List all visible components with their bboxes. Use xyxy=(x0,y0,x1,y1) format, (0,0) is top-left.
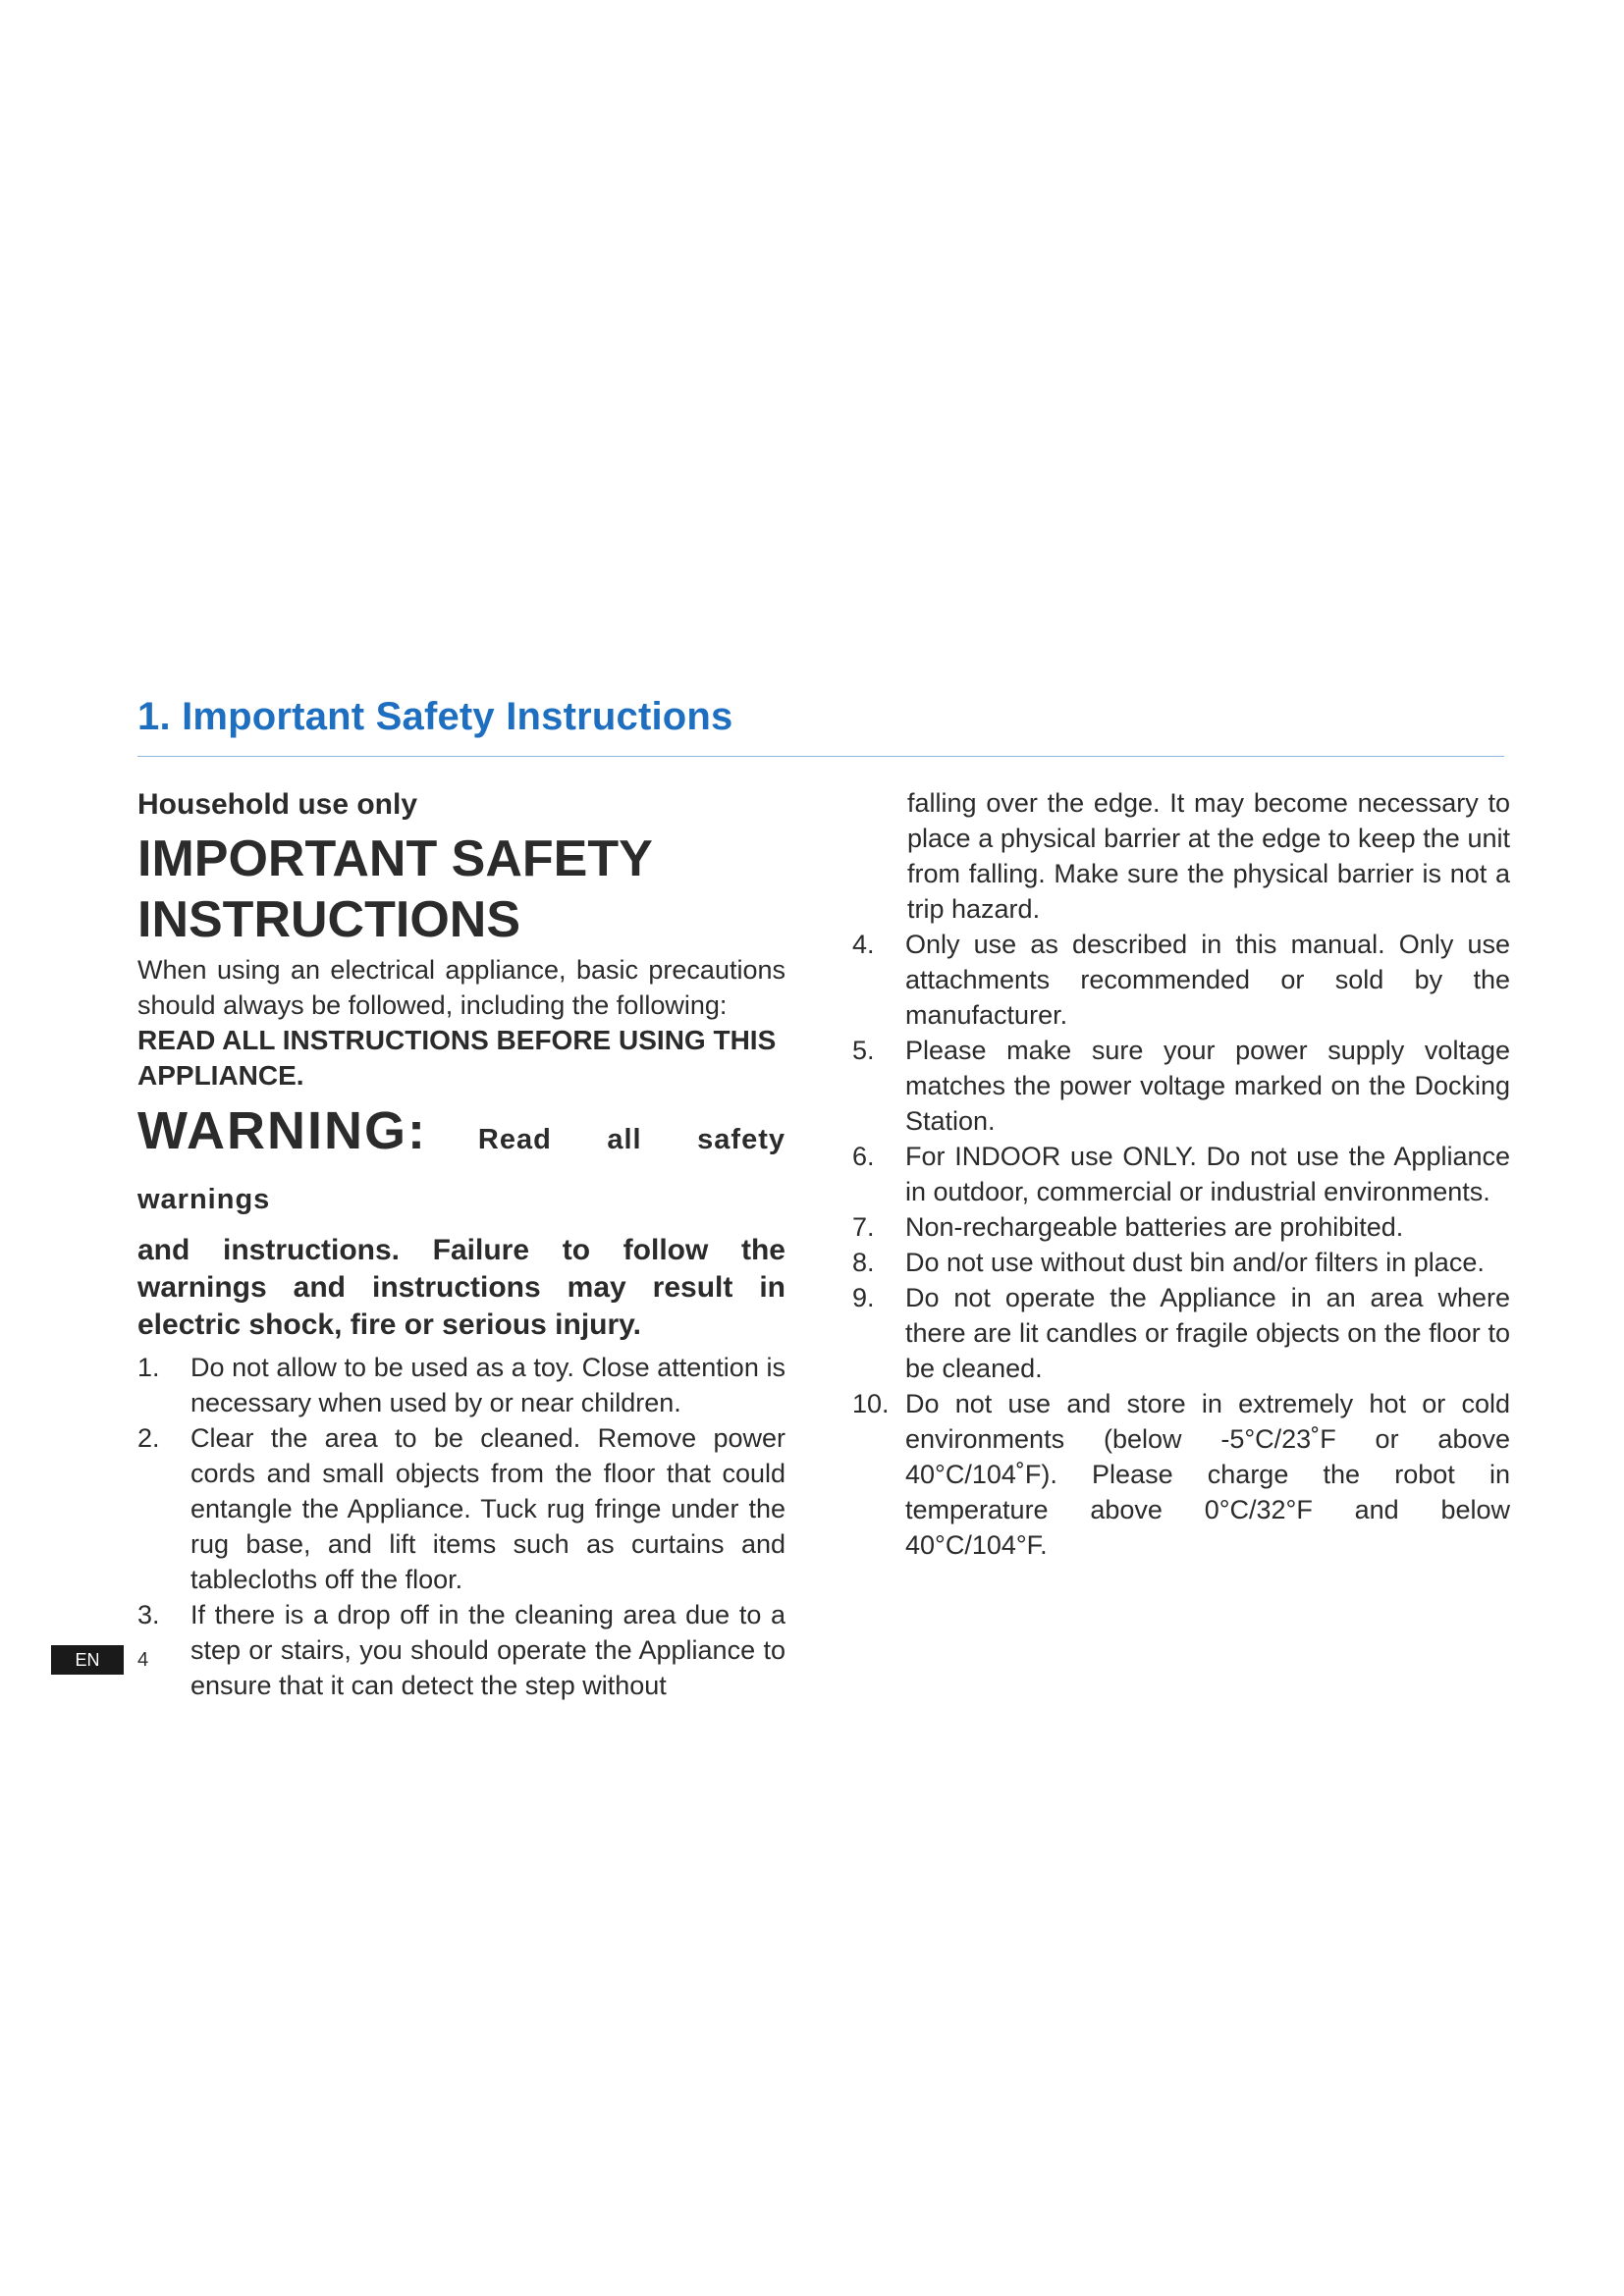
left-column xyxy=(137,785,785,1703)
list-item-number: 7. xyxy=(852,1212,875,1242)
list-item xyxy=(852,1280,1510,1386)
list-item-text: Do not use and store in extremely hot or cold environments (below -5°C/23˚F or above 40°C/104˚F). Please charge the robot in temperature above 0°C/32°F and below 40°C/104°F. xyxy=(905,1389,1510,1560)
list-item xyxy=(852,927,1510,1033)
title-line-1: IMPORTANT SAFETY xyxy=(137,830,653,887)
list-item xyxy=(852,1386,1510,1563)
list-item-text: Do not use without dust bin and/or filters in place. xyxy=(905,1248,1485,1277)
list-item-number: 10. xyxy=(852,1389,890,1418)
list-item-text: Do not operate the Appliance in an area where there are lit candles or fragile objects on the floor to be cleaned. xyxy=(905,1283,1510,1383)
list-item-number: 8. xyxy=(852,1248,875,1277)
list-item-number: 3. xyxy=(137,1600,160,1629)
list-item-text: Do not allow to be used as a toy. Close attention is necessary when used by or near children. xyxy=(190,1353,785,1417)
warning-body: and instructions. Failure to follow the warnings and instructions may result in electric shock, fire or serious injury. xyxy=(137,1234,785,1341)
list-item-number: 5. xyxy=(852,1036,875,1065)
household-use-subheading: Household use only xyxy=(137,788,418,821)
list-item xyxy=(852,1245,1510,1280)
list-item xyxy=(852,1033,1510,1139)
list-item-number: 9. xyxy=(852,1283,875,1312)
safety-list-right xyxy=(852,927,1510,1563)
list-item xyxy=(137,1350,785,1420)
list-item xyxy=(852,1139,1510,1209)
list-item-text: Only use as described in this manual. Only use attachments recommended or sold by the manufacturer. xyxy=(905,930,1510,1030)
important-safety-title xyxy=(137,828,785,950)
title-line-2: INSTRUCTIONS xyxy=(137,891,520,948)
list-item-number: 2. xyxy=(137,1423,160,1453)
list-item xyxy=(852,1209,1510,1245)
intro-paragraph: When using an electrical appliance, basic precautions should always be followed, including the following: xyxy=(137,955,785,1020)
list-item-text: If there is a drop off in the cleaning area due to a step or stairs, you should operate the Appliance to ensure that it can detect the step without xyxy=(190,1600,785,1700)
list-item-number: 6. xyxy=(852,1142,875,1171)
read-all-instructions: READ ALL INSTRUCTIONS BEFORE USING THIS APPLIANCE. xyxy=(137,1025,777,1091)
list-item xyxy=(137,1597,785,1703)
list-item-number: 4. xyxy=(852,930,875,959)
list-item xyxy=(137,1420,785,1597)
list-item-text: Please make sure your power supply voltage matches the power voltage marked on the Docking Station. xyxy=(905,1036,1510,1136)
page-number: 4 xyxy=(137,1649,149,1671)
item-3-continuation: falling over the edge. It may become necessary to place a physical barrier at the edge to keep the unit from falling. Make sure the physical barrier is not a trip hazard. xyxy=(907,788,1510,924)
right-column xyxy=(852,785,1510,1563)
warning-intro: Read all safety warnings xyxy=(137,1124,785,1215)
list-item-text: Clear the area to be cleaned. Remove power cords and small objects from the floor that could entangle the Appliance. Tuck rug fringe under the rug base, and lift items such as curtains and tablecloths off the floor. xyxy=(190,1423,785,1594)
safety-list-left xyxy=(137,1350,785,1703)
heading-divider xyxy=(137,756,1504,757)
list-item-text: For INDOOR use ONLY. Do not use the Appliance in outdoor, commercial or industrial environments. xyxy=(905,1142,1510,1206)
warning-line xyxy=(137,1103,785,1232)
list-item-text: Non-rechargeable batteries are prohibited. xyxy=(905,1212,1404,1242)
language-badge: EN xyxy=(51,1645,124,1675)
list-item-number: 1. xyxy=(137,1353,160,1382)
page-heading: 1. Important Safety Instructions xyxy=(137,695,733,738)
warning-label: WARNING: xyxy=(137,1101,427,1160)
